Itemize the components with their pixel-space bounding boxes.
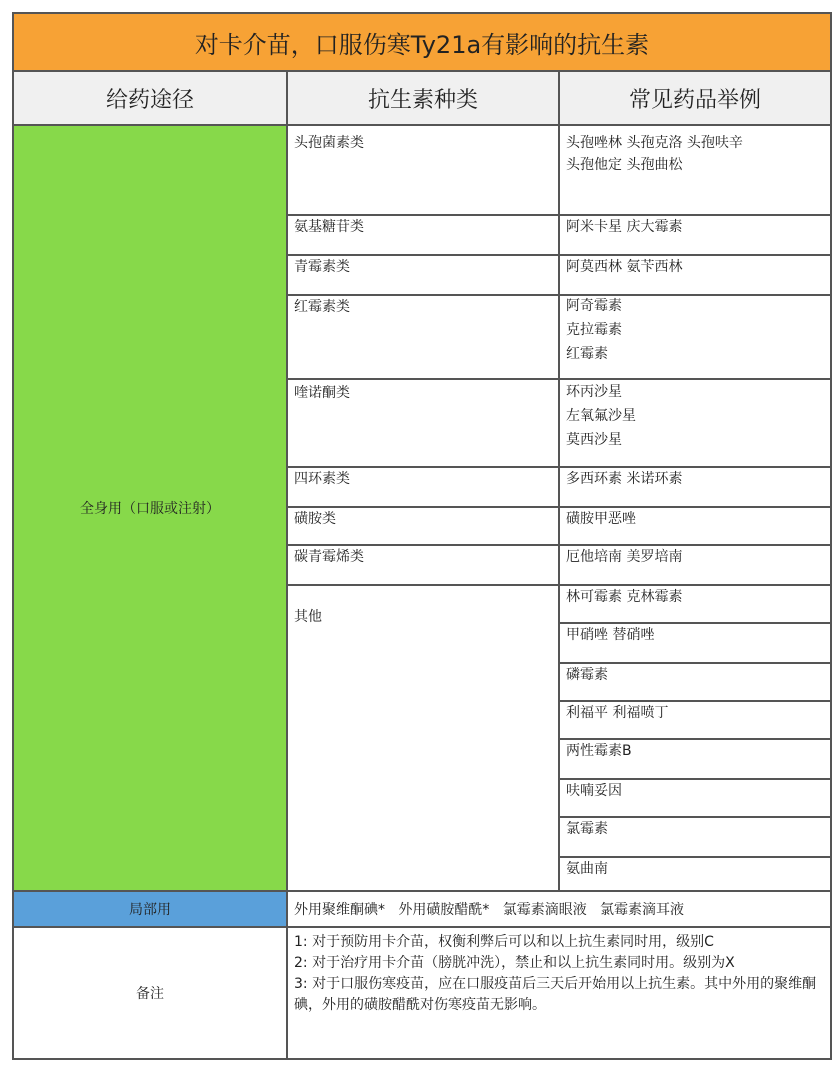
example-line: 呋喃妥因 bbox=[566, 783, 622, 799]
example-line: 磷霉素 bbox=[566, 667, 608, 683]
local-route-cell bbox=[14, 892, 286, 926]
systemic-route-cell bbox=[14, 126, 286, 890]
notes-label: 备注 bbox=[136, 986, 164, 1002]
row-divider bbox=[560, 662, 830, 664]
example-line: 阿莫西林 氨苄西林 bbox=[566, 259, 683, 275]
row-divider bbox=[560, 856, 830, 858]
example-line: 阿米卡星 庆大霉素 bbox=[566, 219, 683, 235]
row-divider bbox=[288, 254, 830, 256]
examples-cell bbox=[566, 546, 682, 568]
example-line: 林可霉素 克林霉素 bbox=[566, 589, 683, 605]
row-divider bbox=[560, 622, 830, 624]
header-examples: 常见药品举例 bbox=[560, 72, 830, 126]
example-line: 磺胺甲恶唑 bbox=[566, 511, 636, 527]
examples-cell bbox=[566, 216, 682, 238]
category-cell: 磺胺类 bbox=[294, 511, 336, 527]
note-line: 3: 对于口服伤寒疫苗，应在口服疫苗后三天后开始用以上抗生素。其中外用的聚维酮碘，外用的磺胺醋酰对伤寒疫苗无影响。 bbox=[294, 976, 817, 1013]
header-route: 给药途径 bbox=[14, 72, 286, 126]
row-divider bbox=[288, 506, 830, 508]
examples-cell bbox=[566, 468, 682, 490]
row-divider bbox=[288, 214, 830, 216]
category-cell: 碳青霉烯类 bbox=[294, 549, 364, 565]
example-line: 红霉素 bbox=[566, 346, 608, 362]
examples-cell bbox=[566, 256, 682, 278]
row-divider bbox=[288, 378, 830, 380]
example-line: 环丙沙星 bbox=[566, 384, 622, 400]
example-line: 头孢唑林 头孢克洛 头孢呋辛 bbox=[566, 135, 743, 151]
example-line: 厄他培南 美罗培南 bbox=[566, 549, 683, 565]
category-cell: 四环素类 bbox=[294, 471, 350, 487]
local-route-label: 局部用 bbox=[129, 902, 171, 918]
example-line: 头孢他定 头孢曲松 bbox=[566, 157, 683, 173]
category-cell: 氨基糖苷类 bbox=[294, 219, 364, 235]
examples-cell bbox=[566, 132, 743, 176]
examples-cell bbox=[566, 508, 636, 530]
category-cell: 头孢菌素类 bbox=[294, 135, 364, 151]
example-line: 氯霉素 bbox=[566, 821, 608, 837]
category-cell: 红霉素类 bbox=[294, 299, 350, 315]
example-line: 两性霉素B bbox=[566, 743, 632, 759]
systemic-route-label: 全身用（口服或注射） bbox=[80, 501, 220, 517]
example-line: 甲硝唑 替硝唑 bbox=[566, 627, 655, 643]
category-cell: 喹诺酮类 bbox=[294, 385, 350, 401]
notes-text bbox=[294, 932, 822, 1016]
row-divider bbox=[560, 738, 830, 740]
example-line: 左氧氟沙星 bbox=[566, 408, 636, 424]
antibiotic-table bbox=[12, 12, 832, 1060]
example-line: 多西环素 米诺环素 bbox=[566, 471, 683, 487]
row-divider bbox=[288, 584, 830, 586]
examples-cell bbox=[566, 294, 622, 366]
column-divider bbox=[286, 72, 288, 1058]
example-line: 氨曲南 bbox=[566, 861, 608, 877]
category-cell: 青霉素类 bbox=[294, 259, 350, 275]
row-divider bbox=[288, 466, 830, 468]
local-drugs: 外用聚维酮碘* 外用磺胺醋酰* 氯霉素滴眼液 氯霉素滴耳液 bbox=[294, 902, 685, 918]
row-divider bbox=[560, 816, 830, 818]
example-line: 利福平 利福喷丁 bbox=[566, 705, 669, 721]
example-line: 莫西沙星 bbox=[566, 432, 622, 448]
examples-cell bbox=[566, 380, 636, 452]
row-divider bbox=[560, 778, 830, 780]
note-line: 1: 对于预防用卡介苗，权衡利弊后可以和以上抗生素同时用，级别C bbox=[294, 934, 714, 950]
section-divider bbox=[14, 890, 830, 892]
example-line: 克拉霉素 bbox=[566, 322, 622, 338]
note-line: 2: 对于治疗用卡介苗（膀胱冲洗），禁止和以上抗生素同时用。级别为X bbox=[294, 955, 735, 971]
example-line: 阿奇霉素 bbox=[566, 298, 622, 314]
category-cell-other: 其他 bbox=[294, 609, 322, 625]
table-title: 对卡介苗，口服伤寒Ty21a有影响的抗生素 bbox=[14, 14, 830, 72]
section-divider bbox=[14, 926, 830, 928]
row-divider bbox=[560, 700, 830, 702]
row-divider bbox=[288, 544, 830, 546]
column-divider bbox=[558, 72, 560, 892]
row-divider bbox=[288, 294, 830, 296]
header-category: 抗生素种类 bbox=[288, 72, 558, 126]
